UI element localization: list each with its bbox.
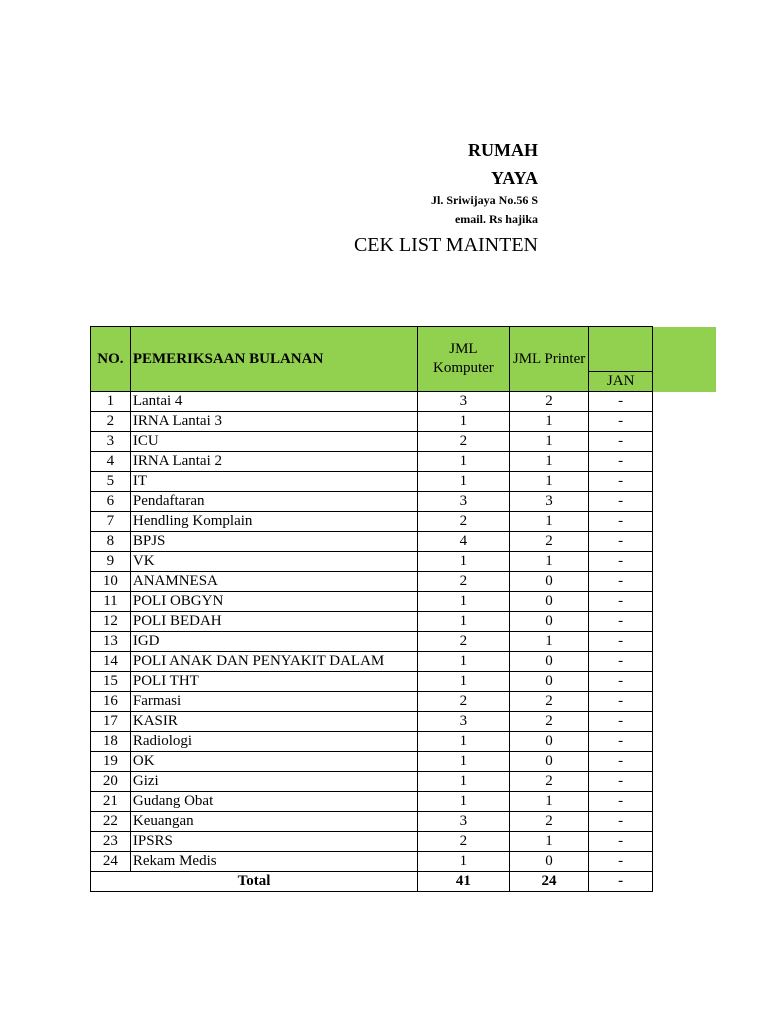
cell-jan: -: [589, 492, 653, 512]
table-row: [91, 392, 653, 412]
cell-printer: 0: [509, 612, 589, 632]
cell-no: 9: [91, 552, 131, 572]
cell-no: 1: [91, 392, 131, 412]
cell-jan: -: [589, 552, 653, 572]
cell-komputer: 3: [418, 392, 510, 412]
table-row: [91, 692, 653, 712]
cell-jan: -: [589, 852, 653, 872]
cell-komputer: 3: [418, 712, 510, 732]
cell-komputer: 2: [418, 432, 510, 452]
cell-printer: 2: [509, 392, 589, 412]
cell-komputer: 1: [418, 752, 510, 772]
cell-no: 18: [91, 732, 131, 752]
cell-komputer: 2: [418, 692, 510, 712]
cell-printer: 1: [509, 632, 589, 652]
cell-name: IRNA Lantai 2: [130, 452, 417, 472]
table-row: [91, 832, 653, 852]
cell-jan: -: [589, 572, 653, 592]
cell-jan: -: [589, 472, 653, 492]
cell-no: 10: [91, 572, 131, 592]
table-row: [91, 572, 653, 592]
table-row: [91, 492, 653, 512]
cell-printer: 0: [509, 752, 589, 772]
hospital-name-line: RUMAH: [468, 140, 538, 160]
table-row: [91, 532, 653, 552]
cell-no: 21: [91, 792, 131, 812]
cell-printer: 2: [509, 712, 589, 732]
cell-name: POLI THT: [130, 672, 417, 692]
table-row: [91, 672, 653, 692]
document-title: CEK LIST MAINTEN: [353, 234, 538, 256]
cell-no: 20: [91, 772, 131, 792]
cell-name: OK: [130, 752, 417, 772]
cell-name: Pendaftaran: [130, 492, 417, 512]
table-row: [91, 432, 653, 452]
cell-name: Gudang Obat: [130, 792, 417, 812]
email-line: email. Rs hajika: [454, 212, 538, 226]
table-row: [91, 612, 653, 632]
cell-jan: -: [589, 432, 653, 452]
cell-jan: -: [589, 392, 653, 412]
cell-printer: 2: [509, 532, 589, 552]
col-header-jan: JAN: [589, 372, 653, 392]
table-row: [91, 792, 653, 812]
table-row: [91, 632, 653, 652]
maintenance-table: [90, 326, 653, 892]
cell-komputer: 1: [418, 612, 510, 632]
cell-no: 22: [91, 812, 131, 832]
table-row: [91, 772, 653, 792]
cell-komputer: 1: [418, 652, 510, 672]
cell-komputer: 2: [418, 832, 510, 852]
cell-komputer: 2: [418, 632, 510, 652]
cell-komputer: 1: [418, 852, 510, 872]
table-row: [91, 732, 653, 752]
cell-printer: 0: [509, 672, 589, 692]
col-header-month-group: [589, 327, 653, 372]
cell-printer: 2: [509, 692, 589, 712]
cell-name: IGD: [130, 632, 417, 652]
cell-jan: -: [589, 532, 653, 552]
cell-komputer: 1: [418, 672, 510, 692]
total-printer: 24: [509, 872, 589, 892]
table-row: [91, 712, 653, 732]
cell-komputer: 4: [418, 532, 510, 552]
cell-no: 23: [91, 832, 131, 852]
cell-printer: 1: [509, 832, 589, 852]
cell-printer: 1: [509, 432, 589, 452]
cell-jan: -: [589, 592, 653, 612]
foundation-name-line: YAYA: [490, 168, 538, 188]
col-header-no: NO.: [91, 327, 131, 392]
cell-no: 12: [91, 612, 131, 632]
cell-printer: 0: [509, 652, 589, 672]
table-row: [91, 452, 653, 472]
cell-printer: 1: [509, 412, 589, 432]
cell-printer: 1: [509, 472, 589, 492]
cell-no: 4: [91, 452, 131, 472]
cell-komputer: 1: [418, 552, 510, 572]
col-header-komputer: JML Komputer: [418, 327, 510, 392]
cell-jan: -: [589, 652, 653, 672]
table-row: [91, 812, 653, 832]
cell-name: Farmasi: [130, 692, 417, 712]
cell-name: POLI OBGYN: [130, 592, 417, 612]
cell-komputer: 1: [418, 592, 510, 612]
cell-komputer: 1: [418, 452, 510, 472]
cell-printer: 1: [509, 452, 589, 472]
cell-komputer: 1: [418, 792, 510, 812]
cell-name: POLI ANAK DAN PENYAKIT DALAM: [130, 652, 417, 672]
cell-printer: 1: [509, 792, 589, 812]
cell-name: BPJS: [130, 532, 417, 552]
cell-no: 3: [91, 432, 131, 452]
cell-no: 19: [91, 752, 131, 772]
cell-name: VK: [130, 552, 417, 572]
cell-no: 13: [91, 632, 131, 652]
cell-no: 6: [91, 492, 131, 512]
col-header-pemeriksaan: PEMERIKSAAN BULANAN: [130, 327, 417, 392]
cell-printer: 0: [509, 592, 589, 612]
cell-name: Rekam Medis: [130, 852, 417, 872]
cell-name: Lantai 4: [130, 392, 417, 412]
cell-printer: 0: [509, 572, 589, 592]
table-row: [91, 752, 653, 772]
cell-printer: 2: [509, 772, 589, 792]
cell-no: 15: [91, 672, 131, 692]
cell-no: 8: [91, 532, 131, 552]
table-row: [91, 412, 653, 432]
cell-no: 5: [91, 472, 131, 492]
total-label: Total: [91, 872, 418, 892]
cell-jan: -: [589, 752, 653, 772]
cell-jan: -: [589, 672, 653, 692]
cell-komputer: 2: [418, 512, 510, 532]
cell-printer: 3: [509, 492, 589, 512]
cell-printer: 1: [509, 552, 589, 572]
total-jan: -: [589, 872, 653, 892]
col-header-printer: JML Printer: [509, 327, 589, 392]
cell-name: IPSRS: [130, 832, 417, 852]
cell-printer: 2: [509, 812, 589, 832]
cell-jan: -: [589, 612, 653, 632]
cell-name: IT: [130, 472, 417, 492]
cell-name: KASIR: [130, 712, 417, 732]
table-row: [91, 552, 653, 572]
table-row: [91, 652, 653, 672]
total-komputer: 41: [418, 872, 510, 892]
table-body: [91, 392, 653, 892]
cell-name: ICU: [130, 432, 417, 452]
cell-name: Radiologi: [130, 732, 417, 752]
cell-name: Hendling Komplain: [130, 512, 417, 532]
cell-printer: 0: [509, 732, 589, 752]
cell-komputer: 2: [418, 572, 510, 592]
table-row: [91, 852, 653, 872]
cell-name: Keuangan: [130, 812, 417, 832]
cell-no: 17: [91, 712, 131, 732]
cell-no: 7: [91, 512, 131, 532]
total-row: [91, 872, 653, 892]
cell-jan: -: [589, 712, 653, 732]
cell-jan: -: [589, 812, 653, 832]
cell-jan: -: [589, 772, 653, 792]
cell-no: 16: [91, 692, 131, 712]
address-line: Jl. Sriwijaya No.56 S: [430, 193, 538, 207]
cell-jan: -: [589, 412, 653, 432]
cell-jan: -: [589, 632, 653, 652]
table-row: [91, 472, 653, 492]
cell-name: Gizi: [130, 772, 417, 792]
cell-printer: 1: [509, 512, 589, 532]
table-row: [91, 512, 653, 532]
table-row: [91, 592, 653, 612]
header-band-extension: [653, 327, 716, 392]
cell-no: 11: [91, 592, 131, 612]
cell-komputer: 3: [418, 812, 510, 832]
cell-no: 14: [91, 652, 131, 672]
cell-name: ANAMNESA: [130, 572, 417, 592]
cell-jan: -: [589, 732, 653, 752]
cell-name: IRNA Lantai 3: [130, 412, 417, 432]
cell-name: POLI BEDAH: [130, 612, 417, 632]
cell-printer: 0: [509, 852, 589, 872]
cell-komputer: 1: [418, 772, 510, 792]
cell-no: 24: [91, 852, 131, 872]
cell-komputer: 1: [418, 412, 510, 432]
cell-komputer: 3: [418, 492, 510, 512]
cell-jan: -: [589, 692, 653, 712]
cell-jan: -: [589, 452, 653, 472]
cell-no: 2: [91, 412, 131, 432]
cell-komputer: 1: [418, 732, 510, 752]
cell-jan: -: [589, 792, 653, 812]
cell-jan: -: [589, 832, 653, 852]
cell-jan: -: [589, 512, 653, 532]
cell-komputer: 1: [418, 472, 510, 492]
